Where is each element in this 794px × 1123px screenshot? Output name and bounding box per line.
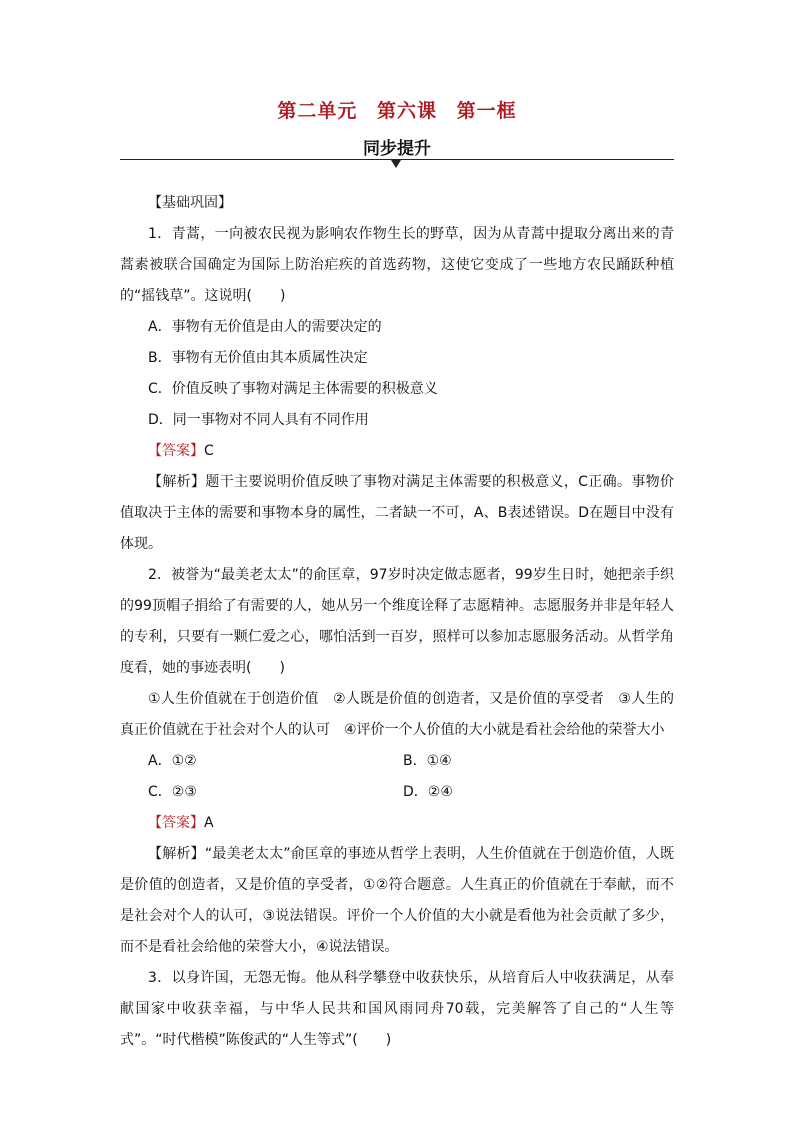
- page-title: [0, 96, 794, 123]
- analysis-tag: 【解析】: [148, 474, 206, 490]
- q2-option-c: C．②③: [148, 784, 197, 800]
- q1-option-b: B．事物有无价值由其本质属性决定: [148, 350, 368, 366]
- analysis-tag: 【解析】: [148, 846, 205, 862]
- unit-label: 第二单元: [277, 100, 358, 122]
- lesson-label: 第六课: [376, 100, 437, 122]
- section-label: 【基础巩固】: [148, 195, 232, 211]
- q2-answer-value: A: [204, 815, 214, 831]
- q2-statements: ①人生价值就在于创造价值 ②人既是价值的创造者，又是价值的享受者 ③人生的真正价值就在于社会对个人的认可 ④评价一个人价值的大小就是看社会给他的荣誉大小: [120, 691, 674, 738]
- q1-answer: [120, 436, 674, 467]
- q1-option-d: D．同一事物对不同人具有不同作用: [148, 412, 369, 428]
- frame-label: 第一框: [456, 100, 517, 122]
- answer-tag: 【答案】: [148, 443, 204, 459]
- q2-answer: [120, 808, 674, 839]
- q2-analysis: [120, 839, 674, 963]
- answer-tag: 【答案】: [148, 815, 204, 831]
- q2-stem: 2．被誉为“最美老太太”的俞匡章，97岁时决定做志愿者，99岁生日时，她把亲手织的99顶帽子捐给了有需要的人，她从另一个维度诠释了志愿精神。志愿服务并非是年轻人的专利，只要有一颗仁爱之心，哪怕活到一百岁，照样可以参加志愿服务活动。从哲学角度看，她的事迹表明( ): [120, 567, 674, 676]
- q1-option-c: C．价值反映了事物对满足主体需要的积极意义: [148, 381, 438, 397]
- page-subtitle: 同步提升: [363, 139, 431, 159]
- q2-options-row-1: [120, 746, 674, 777]
- q2-option-b: B．①④: [403, 753, 452, 769]
- q2-options-row-2: [120, 777, 674, 808]
- q1-option-a: A．事物有无价值是由人的需要决定的: [148, 319, 382, 335]
- document-body: [120, 188, 674, 1056]
- q1-stem: 1．青蒿，一向被农民视为影响农作物生长的野草，因为从青蒿中提取分离出来的青蒿素被联合国确定为国际上防治疟疾的首选药物，这使它变成了一些地方农民踊跃种植的“摇钱草”。这说明( ): [120, 226, 674, 304]
- divider-triangle-icon: [391, 160, 401, 168]
- q2-option-a: A．①②: [148, 753, 197, 769]
- q1-answer-value: C: [204, 443, 214, 459]
- q2-option-d: D．②④: [403, 784, 453, 800]
- q1-analysis: [120, 467, 674, 560]
- q3-stem: 3．以身许国，无怨无悔。他从科学攀登中收获快乐，从培育后人中收获满足，从奉献国家中收获幸福，与中华人民共和国风雨同舟70载，完美解答了自己的“人生等式”。“时代楷模”陈俊武的“人生等式”( ): [120, 970, 674, 1048]
- q1-analysis-text: 题干主要说明价值反映了事物对满足主体需要的积极意义，C正确。事物价值取决于主体的需要和事物本身的属性，二者缺一不可，A、B表述错误。D在题目中没有体现。: [120, 474, 674, 552]
- q2-analysis-text: “最美老太太”俞匡章的事迹从哲学上表明，人生价值就在于创造价值，人既是价值的创造者，又是价值的享受者，①②符合题意。人生真正的价值就在于奉献，而不是社会对个人的认可，③说法错误。评价一个人价值的大小就是看他为社会贡献了多少，而不是看社会给他的荣誉大小，④说法错误。: [120, 846, 674, 955]
